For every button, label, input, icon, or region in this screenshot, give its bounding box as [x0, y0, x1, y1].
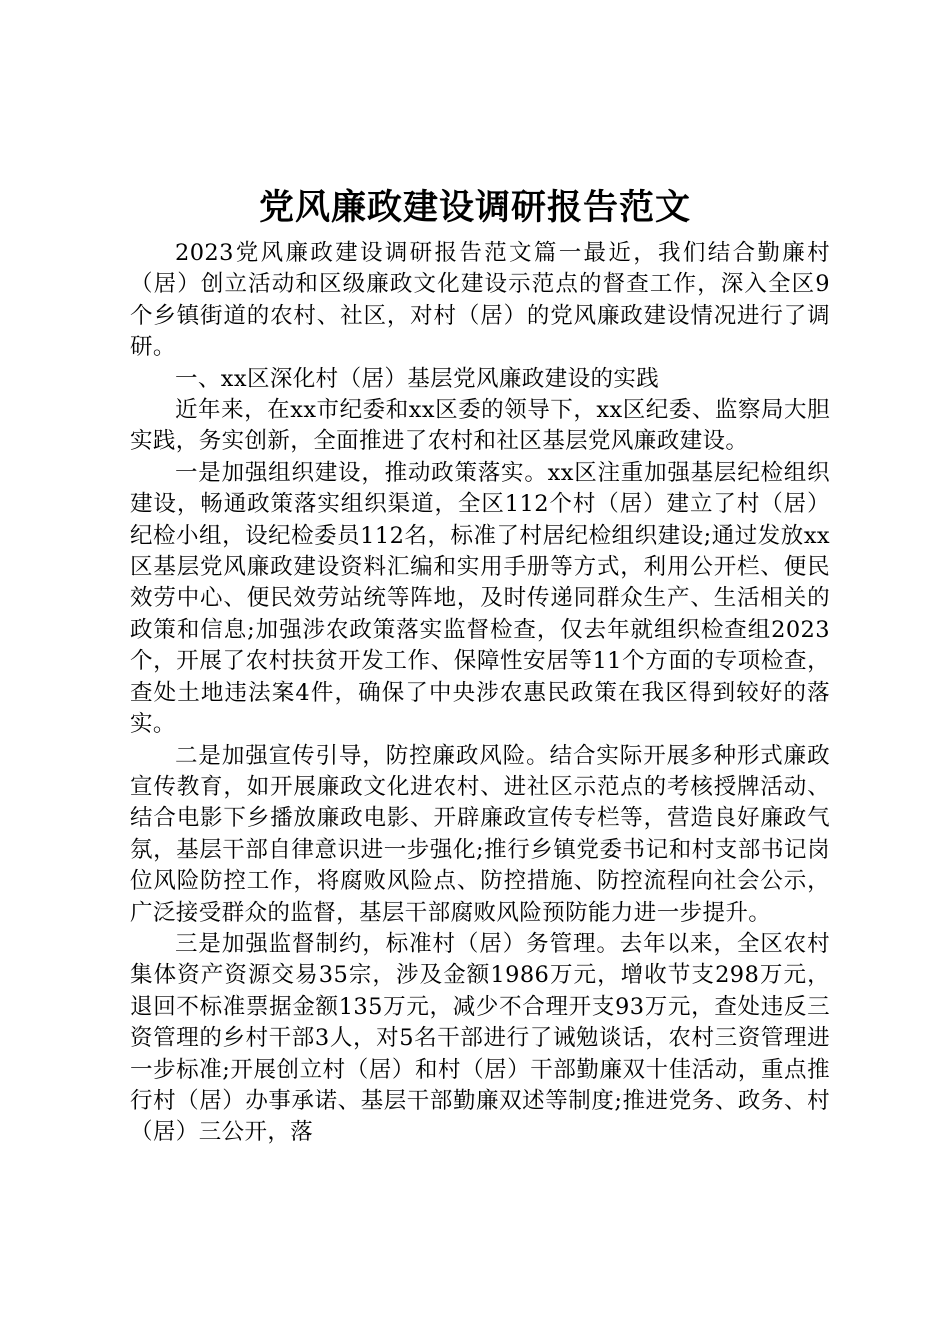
paragraph-publicity: 二是加强宣传引导，防控廉政风险。结合实际开展多种形式廉政宣传教育，如开展廉政文化进农村、进社区示范点的考核授牌活动、结合电影下乡播放廉政电影、开辟廉政宣传专栏等，营造良好廉政气氛，基层干部自律意识进一步强化;推行乡镇党委书记和村支部书记岗位风险防控工作，将腐败风险点、防控措施、防控流程向社会公示，广泛接受群众的监督，基层干部腐败风险预防能力进一步提升。 — [130, 742, 830, 926]
document-body — [130, 238, 830, 1149]
paragraph-supervision: 三是加强监督制约，标准村（居）务管理。去年以来，全区农村集体资产资源交易35宗，涉及金额1986万元，增收节支298万元，退回不标准票据金额135万元，减少不合理开支93万元，查处违反三资管理的乡村干部3人，对5名干部进行了诫勉谈话，农村三资管理进一步标准;开展创立村（居）和村（居）干部勤廉双十佳活动，重点推行村（居）办事承诺、基层干部勤廉双述等制度;推进党务、政务、村（居）三公开，落 — [130, 930, 830, 1146]
document-title: 党风廉政建设调研报告范文 — [258, 187, 691, 228]
paragraph-intro: 2023党风廉政建设调研报告范文篇一最近，我们结合勤廉村（居）创立活动和区级廉政文化建设示范点的督查工作，深入全区9个乡镇街道的农村、社区，对村（居）的党风廉政建设情况进行了调研。 — [130, 240, 830, 361]
section-heading: 一、xx区深化村（居）基层党风廉政建设的实践 — [175, 365, 660, 392]
paragraph-overview: 近年来，在xx市纪委和xx区委的领导下，xx区纪委、监察局大胆实践，务实创新，全面推进了农村和社区基层党风廉政建设。 — [130, 397, 830, 455]
paragraph-organization: 一是加强组织建设，推动政策落实。xx区注重加强基层纪检组织建设，畅通政策落实组织渠道，全区112个村（居）建立了村（居）纪检小组，设纪检委员112名，标准了村居纪检组织建设;通过发放xx区基层党风廉政建设资料汇编和实用手册等方式，利用公开栏、便民效劳中心、便民效劳站统等阵地，及时传递同群众生产、生活相关的政策和信息;加强涉农政策落实监督检查，仅去年就组织检查组2023个，开展了农村扶贫开发工作、保障性安居等11个方面的专项检查，查处土地违法案4件，确保了中央涉农惠民政策在我区得到较好的落实。 — [130, 459, 830, 738]
